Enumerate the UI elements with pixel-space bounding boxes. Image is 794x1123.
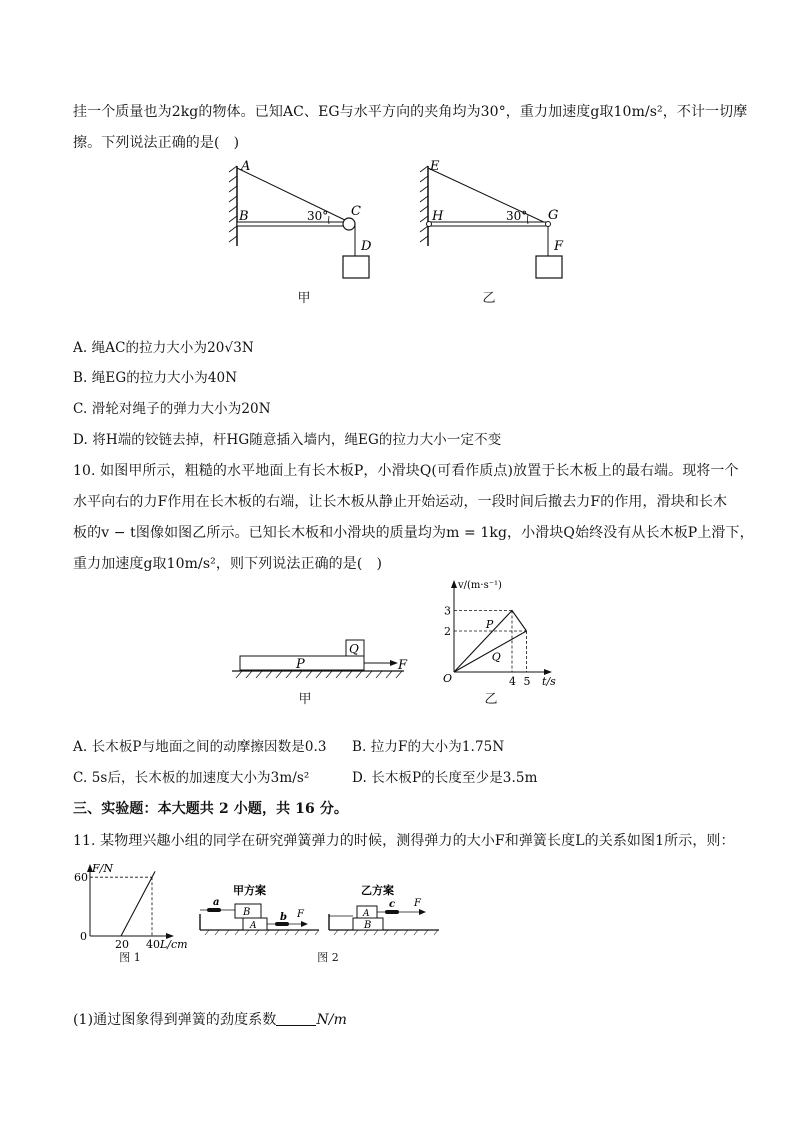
q9-option-b: B. 绳EG的拉力大小为40N — [73, 370, 238, 386]
q10-line4: 重力加速度g取10m/s²，则下列说法正确的是( ) — [73, 556, 383, 572]
q10-option-c: C. 5s后，长木板的加速度大小为3m/s² — [73, 770, 310, 786]
plan-a-label-f: F — [297, 909, 304, 920]
plan-b-spring-c — [385, 910, 399, 914]
q11-line1: 11. 某物理兴趣小组的同学在研究弹簧弹力的时候，测得弹力的大小F和弹簧长度L的关系如图1所示，则： — [73, 833, 735, 849]
label-B: B — [239, 209, 249, 224]
plan-b-label-a-block: A — [363, 909, 370, 919]
fl-x-axis-label: L/cm — [160, 938, 188, 951]
q11-fl-chart — [70, 860, 195, 960]
rope-ac — [237, 168, 349, 222]
fl-y-tick-60: 60 — [74, 871, 88, 885]
hinge-h — [427, 222, 432, 227]
rod-bc — [237, 222, 349, 226]
block-f — [536, 256, 562, 278]
plan-a-label-b-block: B — [243, 907, 251, 918]
label-f-force: F — [398, 658, 408, 673]
label-H: H — [432, 209, 444, 224]
plan-a-title: 甲方案 — [233, 884, 266, 897]
q11-fig2-caption: 图 2 — [317, 951, 339, 964]
plan-b-title: 乙方案 — [361, 884, 394, 897]
rod-hg — [428, 222, 548, 226]
fl-x-tick-20: 20 — [115, 938, 129, 951]
q10-option-a: A. 长木板P与地面之间的动摩擦因数是0.3 — [73, 739, 327, 755]
q9-figure-yi — [416, 158, 576, 283]
vt-y-tick-2: 2 — [444, 625, 451, 638]
q10-option-d: D. 长木板P的长度至少是3.5m — [352, 770, 538, 786]
block-d — [343, 256, 369, 278]
angle-label-jia: 30° — [307, 209, 329, 223]
section-heading: 三、实验题：本大题共 2 小题，共 16 分。 — [73, 801, 349, 817]
vt-y-tick-3: 3 — [444, 604, 451, 618]
angle-label-yi: 30° — [506, 209, 528, 223]
vt-label-p: P — [485, 617, 494, 631]
wall-hatch-jia — [229, 166, 237, 246]
rope-eg — [428, 168, 548, 224]
q9-option-c: C. 滑轮对绳子的弹力大小为20N — [73, 401, 271, 417]
q11-fig1-caption: 图 1 — [119, 951, 141, 964]
fl-y-tick-0: 0 — [80, 930, 87, 943]
plan-a-spring-a — [207, 908, 221, 912]
vt-x-tick-5: 5 — [523, 675, 531, 686]
q9-figure-jia — [225, 158, 385, 283]
q9-option-a: A. 绳AC的拉力大小为20√3N — [73, 340, 254, 356]
q10-caption-jia: 甲 — [298, 692, 312, 707]
plan-a-label-spring-b: b — [280, 912, 287, 923]
q10-figure-jia — [228, 636, 413, 688]
wall-hatch-yi — [420, 166, 428, 246]
fl-x-tick-40: 40 — [146, 938, 160, 951]
q9-option-d: D. 将H端的铰链去掉，杆HG随意插入墙内，绳EG的拉力大小一定不变 — [73, 432, 502, 448]
label-q-block: Q — [349, 642, 359, 656]
q9-caption-jia: 甲 — [297, 291, 311, 306]
q10-option-b: B. 拉力F的大小为1.75N — [352, 739, 505, 755]
angle-arc-yi — [527, 215, 528, 224]
plan-a-label-a: a — [213, 897, 220, 908]
q11-sub1-blank[interactable] — [276, 1011, 316, 1026]
label-D: D — [361, 239, 372, 254]
fl-y-axis-label: F/N — [92, 862, 113, 875]
plan-b-label-f: F — [414, 898, 421, 909]
plan-b-label-b-block: B — [364, 920, 372, 931]
vt-origin-label: O — [443, 672, 453, 685]
q11-sub1 — [73, 1010, 347, 1030]
vt-y-axis-label: v/(m·s⁻¹) — [458, 580, 502, 591]
q10-vt-chart — [438, 576, 568, 686]
label-C: C — [351, 204, 361, 219]
vt-label-q: Q — [491, 650, 501, 664]
label-A: A — [241, 159, 251, 174]
q9-caption-yi: 乙 — [482, 291, 496, 306]
label-G: G — [548, 208, 559, 223]
pulley-c — [343, 218, 355, 230]
q10-line1: 10. 如图甲所示，粗糙的水平地面上有长木板P，小滑块Q(可看作质点)放置于长木板上的最右端。现将一个 — [73, 463, 739, 479]
vt-x-tick-4: 4 — [509, 675, 516, 686]
q11-sub1-prefix: (1)通过图象得到弹簧的劲度系数 — [73, 1012, 277, 1028]
fl-series-line — [121, 871, 155, 936]
ground-hatch — [236, 671, 402, 678]
label-E: E — [430, 159, 440, 174]
vt-y-arrow — [451, 580, 457, 588]
label-p-board: P — [296, 657, 305, 672]
q9-intro-line2: 擦。下列说法正确的是( ) — [73, 135, 240, 151]
vt-x-axis-label: t/s — [542, 675, 556, 686]
plan-b-label-c: c — [389, 899, 396, 910]
vt-series-Q — [454, 631, 527, 672]
q9-intro-line1: 挂一个质量也为2kg的物体。已知AC、EG与水平方向的夹角均为30°，重力加速度g取10m/s²，不计一切摩 — [73, 104, 748, 120]
plan-a-label-a-block: A — [250, 921, 257, 931]
q11-figure-2 — [197, 880, 442, 940]
q10-caption-yi: 乙 — [484, 692, 498, 707]
q10-line2: 水平向右的力F作用在长木板的右端，让长木板从静止开始运动，一段时间后撤去力F的作用，滑块和长木 — [73, 494, 728, 510]
label-F: F — [554, 239, 564, 254]
q10-line3: 板的v − t图像如图乙所示。已知长木板和小滑块的质量均为m = 1kg，小滑块Q始终没有从长木板P上滑下， — [73, 525, 754, 541]
q11-sub1-unit: N/m — [316, 1012, 347, 1028]
